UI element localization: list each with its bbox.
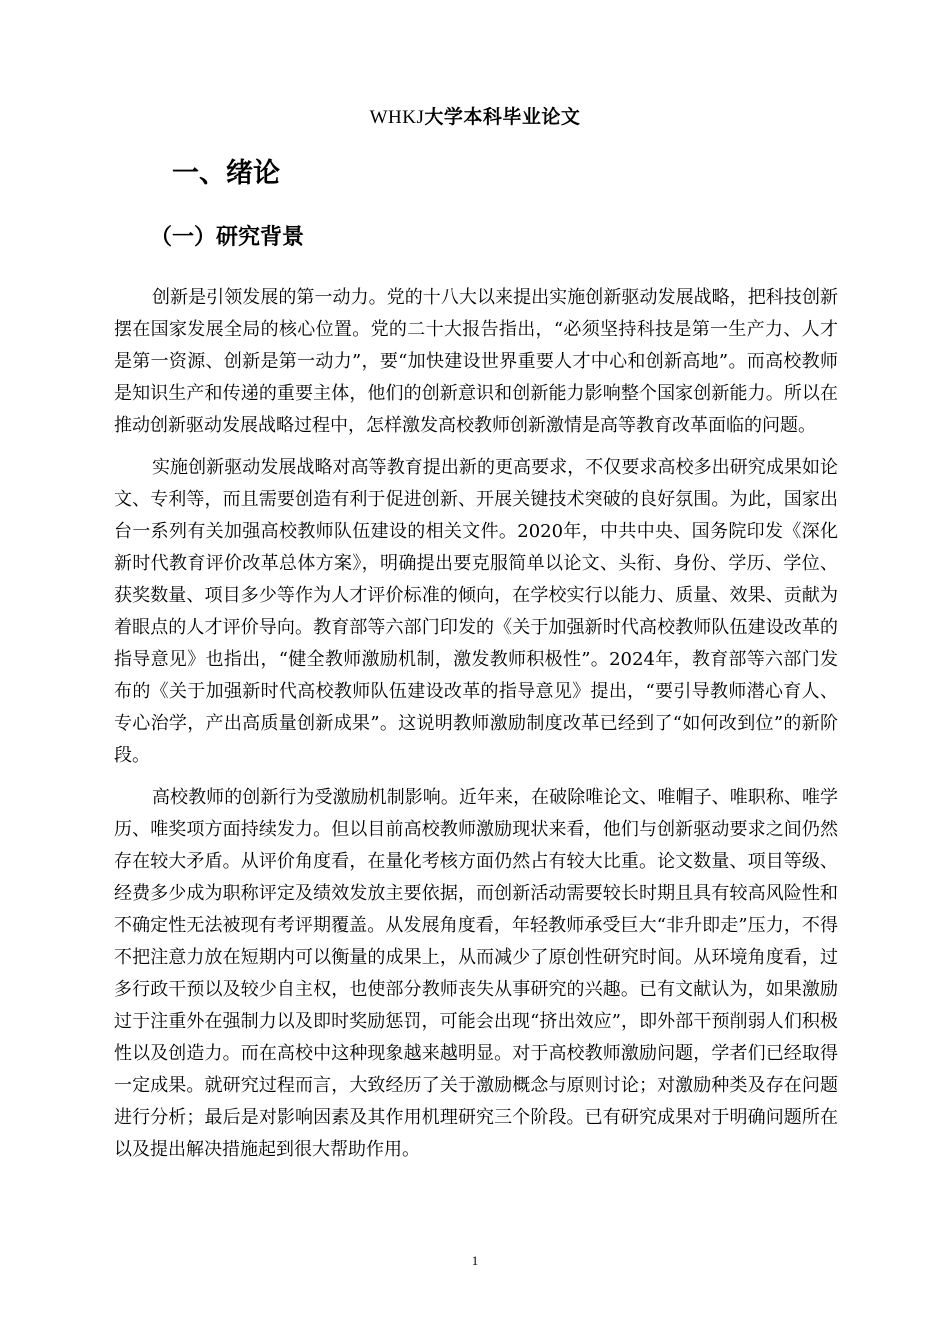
section-title: （一）研究背景 xyxy=(150,225,305,250)
paragraph-3: 高校教师的创新行为受激励机制影响。近年来，在破除唯论文、唯帽子、唯职称、唯学历、唯奖项方面持续发力。但以目前高校教师激励现状来看，他们与创新驱动要求之间仍然存在较大矛盾。从评价角度看，在量化考核方面仍然占有较大比重。论文数量、项目等级、经费多少成为职称评定及绩效发放主要依据，而创新活动需要较长时期且具有较高风险性和不确定性无法被现有考评期覆盖。从发展角度看，年轻教师承受巨大“非升即走”压力，不得不把注意力放在短期内可以衡量的成果上，从而减少了原创性研究时间。从环境角度看，过多行政干预以及较少自主权，也使部分教师丧失从事研究的兴趣。已有文献认为，如果激励过于注重外在强制力以及即时奖励惩罚，可能会出现“挤出效应”，即外部干预削弱人们积极性以及创造力。而在高校中这种现象越来越明显。对于高校教师激励问题，学者们已经取得一定成果。就研究过程而言，大致经历了关于激励概念与原则讨论；对激励种类及存在问题进行分析；最后是对影响因素及其作用机理研究三个阶段。已有研究成果对于明确问题所在以及提出解决措施起到很大帮助作用。 xyxy=(114,787,838,1160)
header-university-code: WHKJ xyxy=(369,107,425,128)
paragraph-2: 实施创新驱动发展战略对高等教育提出新的更高要求，不仅要求高校多出研究成果如论文、专利等，而且需要创造有利于促进创新、开展关键技术突破的良好氛围。为此，国家出台一系列有关加强高校教师队伍建设的相关文件。2020年，中共中央、国务院印发《深化新时代教育评价改革总体方案》，明确提出要克服简单以论文、头衔、身份、学历、学位、获奖数量、项目多少等作为人才评价标准的倾向，在学校实行以能力、质量、效果、贡献为着眼点的人才评价导向。教育部等六部门印发的《关于加强新时代高校教师队伍建设改革的指导意见》也指出，“健全教师激励机制，激发教师积极性”。2024年，教育部等六部门发布的《关于加强新时代高校教师队伍建设改革的指导意见》提出，“要引导教师潜心育人、专心治学，产出高质量创新成果”。这说明教师激励制度改革已经到了“如何改到位”的新阶段。 xyxy=(114,457,838,766)
header-document-type: 大学本科毕业论文 xyxy=(424,106,581,128)
body-text xyxy=(114,282,838,1176)
page-number: 1 xyxy=(471,1253,479,1268)
running-header xyxy=(0,104,950,131)
chapter-title: 一、绪论 xyxy=(172,158,280,189)
paragraph-1: 创新是引领发展的第一动力。党的十八大以来提出实施创新驱动发展战略，把科技创新摆在国家发展全局的核心位置。党的二十大报告指出，“必须坚持科技是第一生产力、人才是第一资源、创新是第一动力”，要“加快建设世界重要人才中心和创新高地”。而高校教师是知识生产和传递的重要主体，他们的创新意识和创新能力影响整个国家创新能力。所以在推动创新驱动发展战略过程中，怎样激发高校教师创新激情是高等教育改革面临的问题。 xyxy=(114,287,838,436)
